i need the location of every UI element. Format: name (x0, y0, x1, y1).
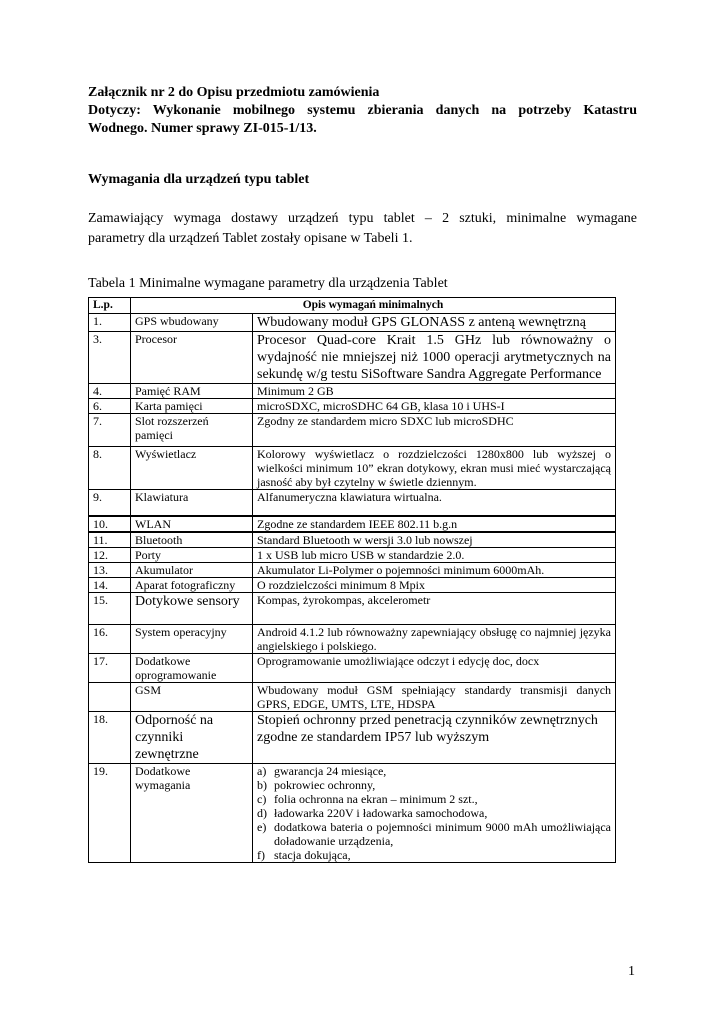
table-row (89, 711, 616, 763)
table-row (89, 516, 616, 532)
row-desc: Stopień ochronny przed penetracją czynników zewnętrznych zgodne ze standardem IP57 lub wyższym (253, 711, 616, 763)
table-row (89, 682, 616, 711)
row-desc: Wbudowany moduł GPS GLONASS z anteną wewnętrzną (253, 314, 616, 332)
row-lp: 19. (89, 763, 131, 862)
row-lp: 1. (89, 314, 131, 332)
header-line-2: Dotyczy: Wykonanie mobilnego systemu zbierania danych na potrzeby Katastru (88, 103, 637, 118)
row-desc: Zgodne ze standardem IEEE 802.11 b.g.n (253, 516, 616, 532)
row-name: Slot rozszerzeń pamięci (131, 414, 253, 447)
row-name: Odporność na czynniki zewnętrzne (131, 711, 253, 763)
row-lp: 3. (89, 332, 131, 384)
row-desc: Kompas, żyrokompas, akcelerometr (253, 592, 616, 624)
table-header-row (89, 298, 616, 314)
row-name: Pamięć RAM (131, 384, 253, 399)
row-desc: Android 4.1.2 lub równoważny zapewniający obsługę co najmniej języka angielskiego i polskiego. (253, 624, 616, 653)
list-item: d) ładowarka 220V i ładowarka samochodowa, (257, 805, 488, 820)
row-name: Wyświetlacz (131, 447, 253, 490)
additional-requirements-list (257, 764, 611, 862)
row-lp: 8. (89, 447, 131, 490)
row-name: Porty (131, 547, 253, 562)
list-item: c) folia ochronna na ekran – minimum 2 szt., (257, 791, 478, 806)
row-desc: 1 x USB lub micro USB w standardzie 2.0. (253, 547, 616, 562)
row-desc (253, 763, 616, 862)
intro-line-2: parametry dla urządzeń Tablet zostały opisane w Tabeli 1. (88, 231, 413, 246)
list-item: a) gwarancja 24 miesiące, (257, 763, 387, 778)
row-name: Aparat fotograficzny (131, 577, 253, 592)
row-name: Dodatkowe wymagania (131, 763, 253, 862)
row-lp: 10. (89, 516, 131, 532)
row-desc: Akumulator Li-Polymer o pojemności minimum 6000mAh. (253, 562, 616, 577)
page-number: 1 (628, 964, 635, 979)
intro-paragraph (88, 209, 637, 249)
table-caption: Tabela 1 Minimalne wymagane parametry dla urządzenia Tablet (88, 276, 448, 291)
table-row (89, 414, 616, 447)
row-lp: 12. (89, 547, 131, 562)
row-lp: 18. (89, 711, 131, 763)
table-row (89, 314, 616, 332)
row-desc: Kolorowy wyświetlacz o rozdzielczości 1280x800 lub wyższej o wielkości minimum 10” ekran dotykowy, ekran musi mieć wystarczającą jasność aby był czytelny w świetle dziennym. (253, 447, 616, 490)
row-name: GSM (131, 682, 253, 711)
table-row (89, 490, 616, 516)
table-row (89, 399, 616, 414)
header-description: Opis wymagań minimalnych (131, 298, 616, 314)
row-desc: Alfanumeryczna klawiatura wirtualna. (253, 490, 616, 516)
row-lp: 13. (89, 562, 131, 577)
row-lp: 9. (89, 490, 131, 516)
document-header (88, 84, 637, 138)
row-lp: 7. (89, 414, 131, 447)
table-row (89, 577, 616, 592)
table-row (89, 532, 616, 548)
row-lp: 11. (89, 532, 131, 548)
row-name: WLAN (131, 516, 253, 532)
row-desc: microSDXC, microSDHC 64 GB, klasa 10 i UHS-I (253, 399, 616, 414)
list-item: e) dodatkowa bateria o pojemności minimum 9000 mAh umożliwiająca doładowanie urządzenia, (257, 819, 612, 848)
header-line-3: Wodnego. Numer sprawy ZI-015-1/13. (88, 121, 317, 136)
row-name: Procesor (131, 332, 253, 384)
table-row (89, 763, 616, 862)
row-name: Akumulator (131, 562, 253, 577)
row-desc: Minimum 2 GB (253, 384, 616, 399)
row-lp: 4. (89, 384, 131, 399)
row-lp: 16. (89, 624, 131, 653)
row-name: Karta pamięci (131, 399, 253, 414)
row-desc: Oprogramowanie umożliwiające odczyt i edycję doc, docx (253, 653, 616, 682)
section-title: Wymagania dla urządzeń typu tablet (88, 172, 310, 187)
row-name: GPS wbudowany (131, 314, 253, 332)
row-lp: 15. (89, 592, 131, 624)
table-row (89, 592, 616, 624)
list-item: f) stacja dokująca, (257, 847, 351, 862)
row-name: Dotykowe sensory (131, 592, 253, 624)
intro-line-1: Zamawiający wymaga dostawy urządzeń typu tablet – 2 sztuki, minimalne wymagane (88, 211, 637, 226)
row-name: Bluetooth (131, 532, 253, 548)
row-desc: Standard Bluetooth w wersji 3.0 lub nowszej (253, 532, 616, 548)
row-desc: O rozdzielczości minimum 8 Mpix (253, 577, 616, 592)
table-row (89, 447, 616, 490)
table-row (89, 384, 616, 399)
table-row (89, 332, 616, 384)
row-desc: Procesor Quad-core Krait 1.5 GHz lub równoważny o wydajność nie mniejszej niż 1000 operacji arytmetycznych na sekundę w/g testu SiSoftware Sandra Aggregate Performance (253, 332, 616, 384)
header-line-1: Załącznik nr 2 do Opisu przedmiotu zamówienia (88, 85, 380, 100)
table-row (89, 562, 616, 577)
requirements-table (88, 297, 616, 863)
row-lp: 14. (89, 577, 131, 592)
row-name: System operacyjny (131, 624, 253, 653)
row-lp: 6. (89, 399, 131, 414)
row-lp (89, 682, 131, 711)
row-name: Klawiatura (131, 490, 253, 516)
table-row (89, 653, 616, 682)
row-desc: Zgodny ze standardem micro SDXC lub microSDHC (253, 414, 616, 447)
row-name: Dodatkowe oprogramowanie (131, 653, 253, 682)
table-row (89, 624, 616, 653)
row-lp: 17. (89, 653, 131, 682)
list-item: b) pokrowiec ochronny, (257, 777, 376, 792)
table-row (89, 547, 616, 562)
header-lp: L.p. (89, 298, 131, 314)
row-desc: Wbudowany moduł GSM spełniający standardy transmisji danych GPRS, EDGE, UMTS, LTE, HDSPA (253, 682, 616, 711)
